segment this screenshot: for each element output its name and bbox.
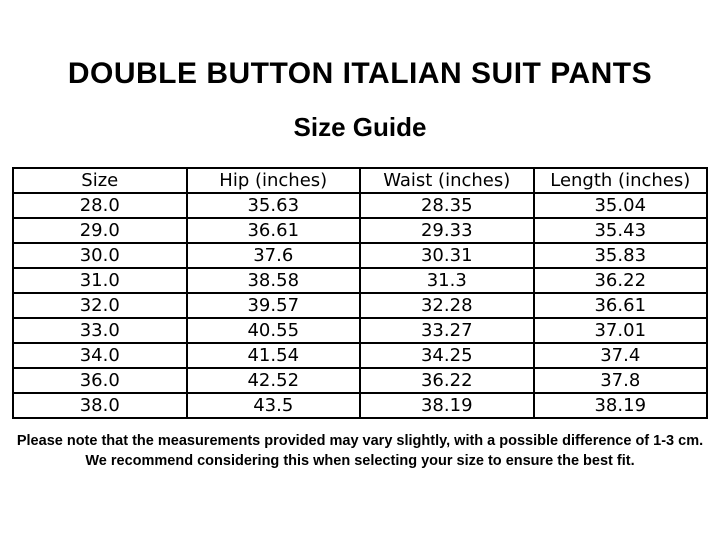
table-row: [13, 393, 707, 418]
table-cell: 35.04: [534, 193, 708, 218]
table-cell: 36.61: [534, 293, 708, 318]
size-table-body: [13, 193, 707, 418]
table-cell: 38.0: [13, 393, 187, 418]
table-cell: 30.31: [360, 243, 534, 268]
table-cell: 28.35: [360, 193, 534, 218]
table-cell: 32.28: [360, 293, 534, 318]
table-cell: 34.0: [13, 343, 187, 368]
table-cell: 34.25: [360, 343, 534, 368]
footer-note-line2: We recommend considering this when selecting your size to ensure the best fit.: [85, 453, 635, 469]
table-cell: 28.0: [13, 193, 187, 218]
table-cell: 38.19: [360, 393, 534, 418]
table-cell: 37.01: [534, 318, 708, 343]
column-header: Hip (inches): [187, 168, 361, 193]
table-cell: 33.27: [360, 318, 534, 343]
table-cell: 37.6: [187, 243, 361, 268]
table-cell: 36.0: [13, 368, 187, 393]
table-cell: 35.83: [534, 243, 708, 268]
table-cell: 31.0: [13, 268, 187, 293]
table-cell: 36.61: [187, 218, 361, 243]
column-header: Size: [13, 168, 187, 193]
table-cell: 35.63: [187, 193, 361, 218]
page-title: DOUBLE BUTTON ITALIAN SUIT PANTS: [67, 57, 653, 90]
table-cell: 38.58: [187, 268, 361, 293]
table-cell: 38.19: [534, 393, 708, 418]
footer-note: [0, 431, 720, 471]
page-subtitle: Size Guide: [293, 112, 427, 142]
table-row: [13, 268, 707, 293]
table-row: [13, 243, 707, 268]
column-header: Length (inches): [534, 168, 708, 193]
table-row: [13, 368, 707, 393]
table-cell: 43.5: [187, 393, 361, 418]
table-row: [13, 318, 707, 343]
table-cell: 36.22: [534, 268, 708, 293]
table-cell: 42.52: [187, 368, 361, 393]
table-cell: 36.22: [360, 368, 534, 393]
size-table-head: [13, 168, 707, 193]
table-cell: 40.55: [187, 318, 361, 343]
table-cell: 35.43: [534, 218, 708, 243]
table-cell: 29.0: [13, 218, 187, 243]
table-cell: 33.0: [13, 318, 187, 343]
size-table: [12, 167, 708, 419]
table-cell: 37.8: [534, 368, 708, 393]
footer-note-line1: Please note that the measurements provided may vary slightly, with a possible difference of 1-3 cm.: [16, 433, 704, 449]
table-row: [13, 293, 707, 318]
table-row: [13, 343, 707, 368]
table-row: [13, 218, 707, 243]
table-cell: 39.57: [187, 293, 361, 318]
table-cell: 32.0: [13, 293, 187, 318]
table-cell: 29.33: [360, 218, 534, 243]
table-row: [13, 193, 707, 218]
table-cell: 31.3: [360, 268, 534, 293]
table-cell: 37.4: [534, 343, 708, 368]
size-table-header-row: [13, 168, 707, 193]
table-cell: 30.0: [13, 243, 187, 268]
table-cell: 41.54: [187, 343, 361, 368]
column-header: Waist (inches): [360, 168, 534, 193]
